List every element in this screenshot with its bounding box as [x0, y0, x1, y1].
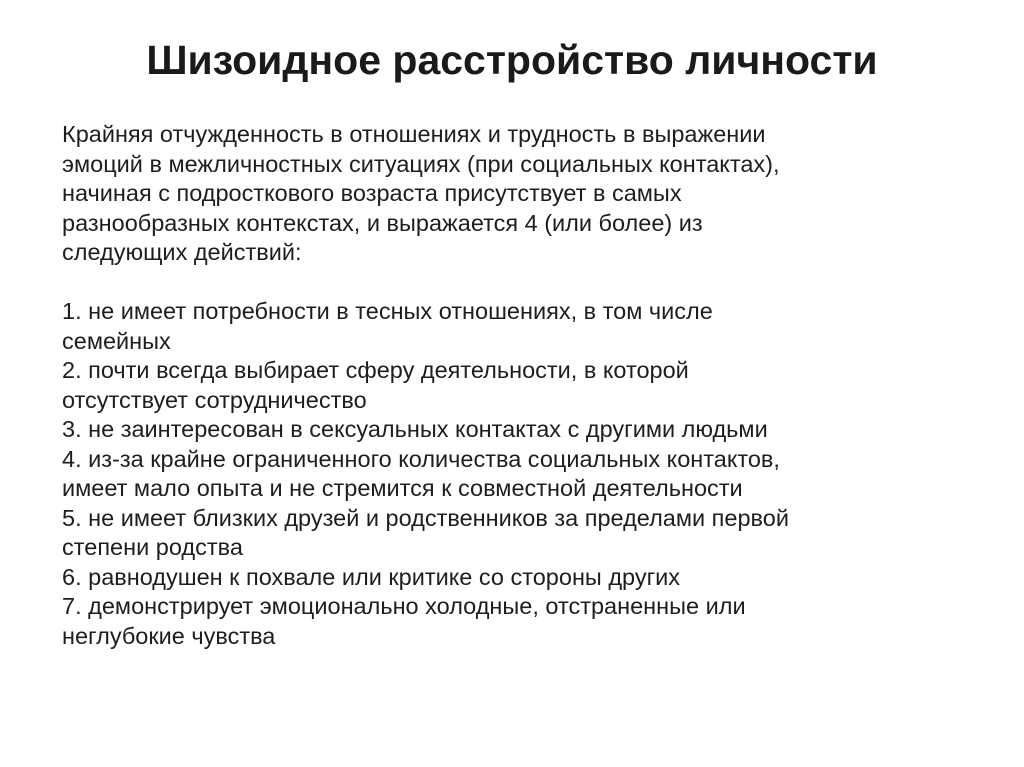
criterion-line: 3. не заинтересован в сексуальных контактах с другими людьми: [62, 416, 768, 442]
criterion-line: 2. почти всегда выбирает сферу деятельности, в которой: [62, 357, 689, 383]
criterion-item-7: [62, 592, 982, 651]
intro-line: начиная с подросткового возраста присутствует в самых: [62, 180, 682, 206]
criterion-line: неглубокие чувства: [62, 622, 276, 649]
criterion-line: 4. из-за крайне ограниченного количества социальных контактов,: [62, 445, 780, 472]
criterion-line: 7. демонстрирует эмоционально холодные, отстраненные или: [62, 593, 746, 619]
criterion-line: семейных: [62, 327, 171, 354]
intro-line: следующих действий:: [62, 239, 302, 265]
slide-title: Шизоидное расстройство личности: [146, 37, 878, 83]
criterion-item-5: [62, 504, 982, 563]
paragraph-gap: [62, 268, 982, 298]
intro-line: эмоций в межличностных ситуациях (при социальных контактах),: [62, 150, 780, 177]
criteria-list: [62, 297, 982, 651]
intro-line: Крайняя отчужденность в отношениях и трудность в выражении: [62, 121, 766, 147]
criterion-line: степени родства: [62, 534, 243, 560]
intro-paragraph: [62, 120, 982, 268]
criterion-line: имеет мало опыта и не стремится к совместной деятельности: [62, 475, 743, 501]
intro-line: разнообразных контекстах, и выражается 4 (или более) из: [62, 209, 703, 236]
criterion-item-4: [62, 445, 982, 504]
criterion-line: 1. не имеет потребности в тесных отношениях, в том числе: [62, 298, 713, 324]
criterion-item-3: [62, 415, 982, 445]
criterion-line: отсутствует сотрудничество: [62, 386, 367, 413]
criterion-item-2: [62, 356, 982, 415]
criterion-item-1: [62, 297, 982, 356]
criterion-line: 5. не имеет близких друзей и родственников за пределами первой: [62, 504, 789, 531]
slide-body: [62, 120, 982, 651]
criterion-item-6: [62, 563, 982, 593]
criterion-line: 6. равнодушен к похвале или критике со стороны других: [62, 563, 681, 590]
